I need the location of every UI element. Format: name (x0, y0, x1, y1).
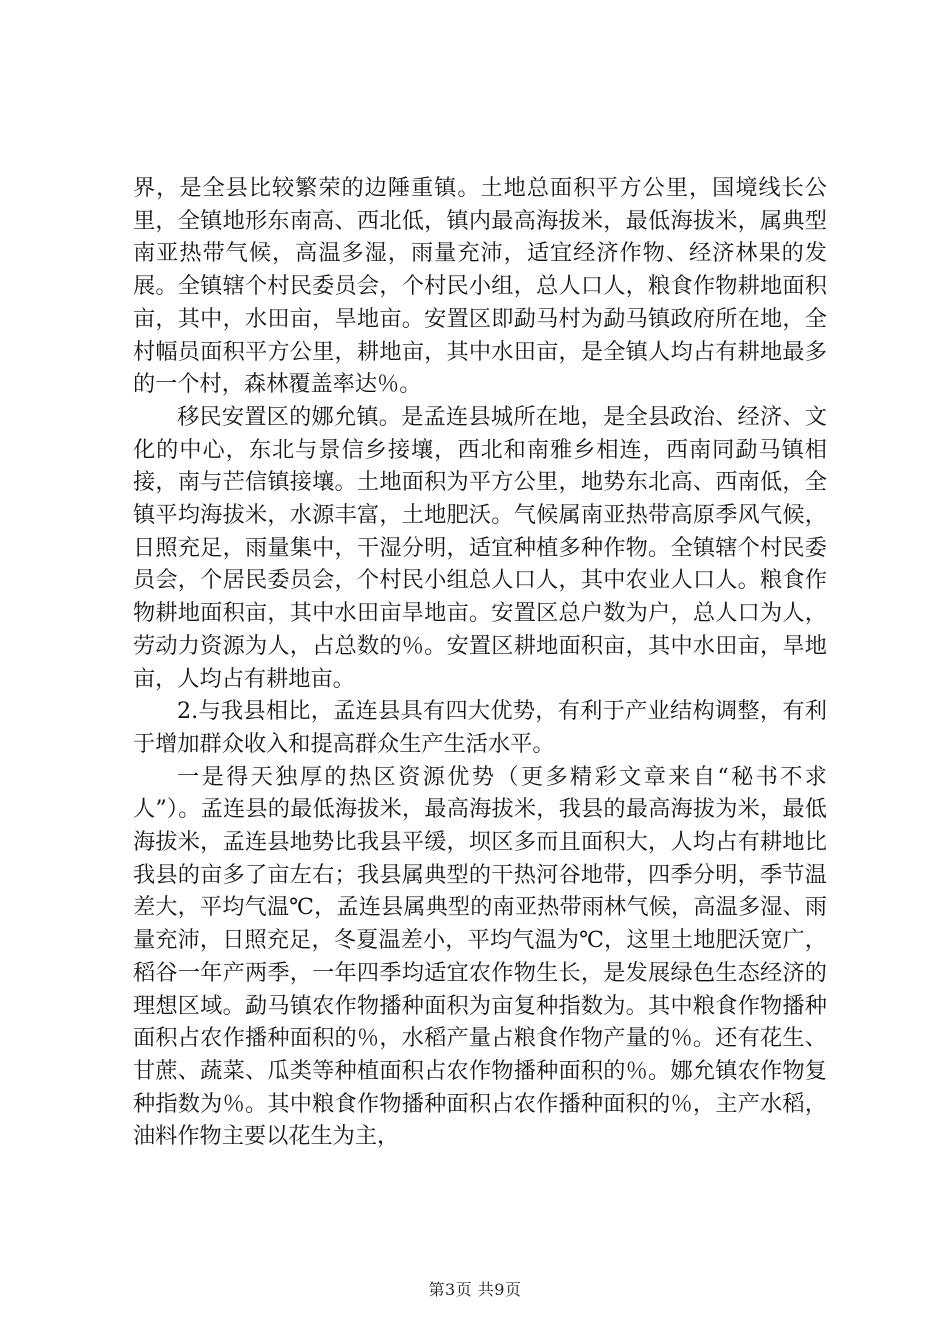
document-body (133, 172, 827, 1153)
paragraph-1: 界，是全县比较繁荣的边陲重镇。土地总面积平方公里，国境线长公里，全镇地形东南高、西北低，镇内最高海拔米，最低海拔米，属典型南亚热带气候，高温多湿，雨量充沛，适宜经济作物、经济林果的发展。全镇辖个村民委员会，个村民小组，总人口人，粮食作物耕地面积亩，其中，水田亩，旱地亩。安置区即勐马村为勐马镇政府所在地，全村幅员面积平方公里，耕地亩，其中水田亩，是全镇人均占有耕地最多的一个村，森林覆盖率达％。 (133, 175, 827, 398)
page-number-footer: 第3页 共9页 (428, 1280, 522, 1299)
paragraph-4: 一是得天独厚的热区资源优势（更多精彩文章来自“秘书不求人”）。孟连县的最低海拔米，最高海拔米，我县的最高海拔为米，最低海拔米，孟连县地势比我县平缓，坝区多而且面积大，人均占有耕地比我县的亩多了亩左右；我县属典型的干热河谷地带，四季分明，季节温差大，平均气温℃，孟连县属典型的南亚热带雨林气候，高温多湿、雨量充沛，日照充足，冬夏温差小，平均气温为℃，这里土地肥沃宽广，稻谷一年产两季，一年四季均适宜农作物生长，是发展绿色生态经济的理想区域。勐马镇农作物播种面积为亩复种指数为。其中粮食作物播种面积占农作播种面积的％，水稻产量占粮食作物产量的％。还有花生、甘蔗、蔬菜、瓜类等种植面积占农作物播种面积的％。娜允镇农作物复种指数为％。其中粮食作物播种面积占农作播种面积的％，主产水稻，油料作物主要以花生为主， (133, 763, 827, 1150)
paragraph-2: 移民安置区的娜允镇。是孟连县城所在地，是全县政治、经济、文化的中心，东北与景信乡接壤，西北和南雅乡相连，西南同勐马镇相接，南与芒信镇接壤。土地面积为平方公里，地势东北高、西南低，全镇平均海拔米，水源丰富，土地肥沃。气候属南亚热带高原季风气候，日照充足，雨量集中，干湿分明，适宜种植多种作物。全镇辖个村民委员会，个居民委员会，个村民小组总人口人，其中农业人口人。粮食作物耕地面积亩，其中水田亩旱地亩。安置区总户数为户，总人口为人，劳动力资源为人，占总数的％。安置区耕地面积亩，其中水田亩，旱地亩，人均占有耕地亩。 (133, 403, 827, 692)
paragraph-3: 2.与我县相比，孟连县具有四大优势，有利于产业结构调整，有利于增加群众收入和提高群众生产生活水平。 (133, 698, 827, 757)
